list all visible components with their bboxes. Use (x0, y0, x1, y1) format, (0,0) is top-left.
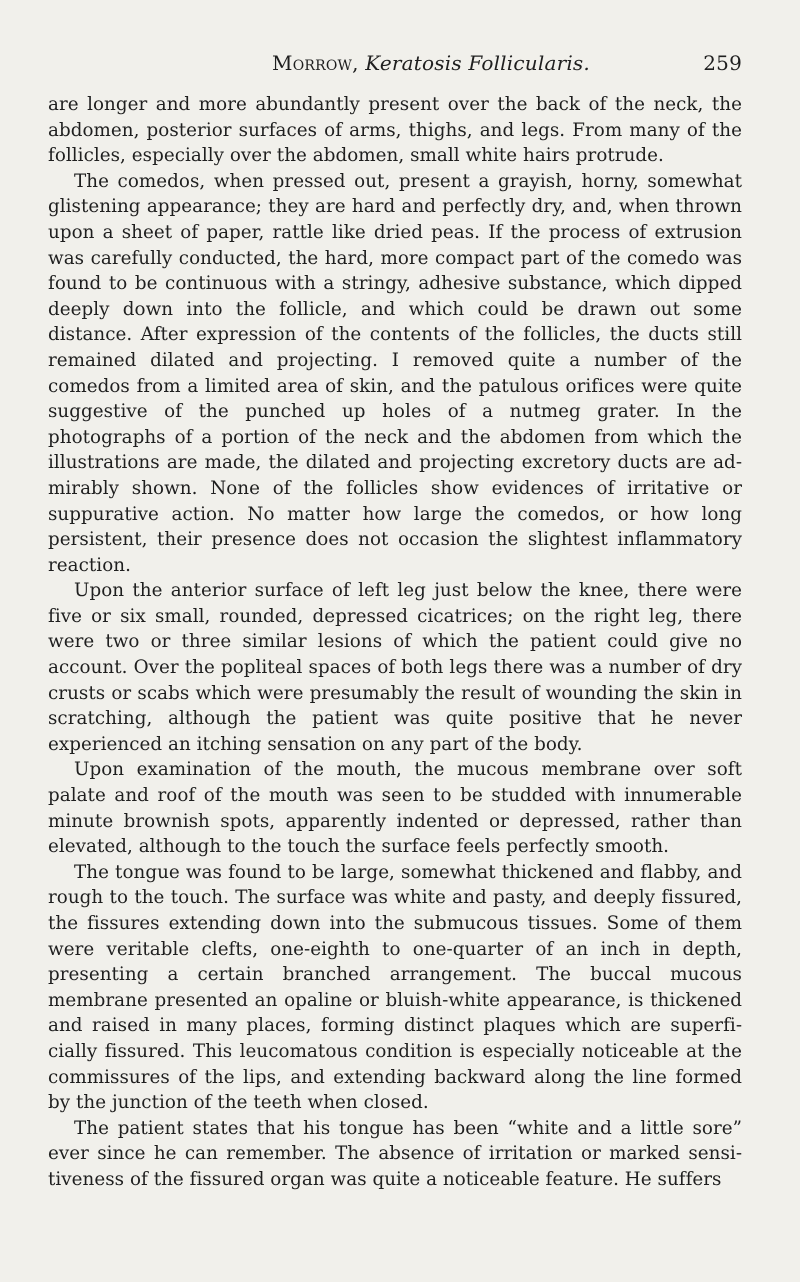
running-head (48, 46, 742, 80)
paragraph-comedos: The comedos, when pressed out, present a grayish, horny, somewhat glistening appearance; they are hard and perfectly dry, and, when thrown upon a sheet of paper, rattle like dried peas. If the process of extrusion was carefully conducted, the hard, more compact part of the comedo was found to be continuous with a stringy, adhesive substance, which dipped deeply down into the follicle, and which could be drawn out some distance. After expression of the contents of the follicles, the ducts still remained dilated and projecting. I removed quite a number of the comedos from a limited area of skin, and the patulous orifices were quite suggestive of the punched up holes of a nutmeg grater. In the photographs of a portion of the neck and the abdomen from which the illustrations are made, the dilated and projecting excretory ducts are admirably shown. None of the follicles show evidences of irritative or suppurative action. No matter how large the comedos, or how long persistent, their presence does not occasion the slightest inflammatory reaction. (48, 170, 742, 576)
body-text (48, 92, 742, 1193)
paragraph-patient-statement: The patient states that his tongue has been “white and a little sore” ever since he can remember. The absence of irritation or marked sensitiveness of the fissured organ was quite a noticeable feature. He suffers (48, 1117, 742, 1190)
running-head-author: Morrow, (272, 51, 359, 75)
running-title (272, 46, 590, 80)
paragraph-tongue: The tongue was found to be large, somewhat thickened and flabby, and rough to the touch. The surface was white and pasty, and deeply fissured, the fissures extending down into the submucous tissues. Some of them were veritable clefts, one-eighth to one-quarter of an inch in depth, presenting a certain branched arrangement. The buccal mucous membrane presented an opaline or bluish-white appearance, is thickened and raised in many places, forming distinct plaques which are superficially fissured. This leucomatous condition is especially noticeable at the commissures of the lips, and extending backward along the line formed by the junction of the teeth when closed. (48, 861, 742, 1114)
paragraph-continued: are longer and more abundantly present over the back of the neck, the abdomen, posterior surfaces of arms, thighs, and legs. From many of the follicles, especially over the abdomen, small white hairs protrude. (48, 94, 742, 167)
paragraph-mouth-examination: Upon examination of the mouth, the mucous membrane over soft palate and roof of the mouth was seen to be studded with innumerable minute brownish spots, apparently indented or depressed, rather than elevated, although to the touch the surface feels perfectly smooth. (48, 759, 742, 858)
page-number: 259 (703, 51, 742, 75)
running-head-subject: Keratosis Follicularis. (365, 51, 590, 75)
paragraph-leg-lesions: Upon the anterior surface of left leg just below the knee, there were five or six small, rounded, depressed cicatrices; on the right leg, there were two or three similar lesions of which the patient could give no account. Over the popliteal spaces of both legs there was a number of dry crusts or scabs which were presumably the result of wounding the skin in scratching, although the patient was quite positive that he never experienced an itching sensation on any part of the body. (48, 580, 742, 755)
